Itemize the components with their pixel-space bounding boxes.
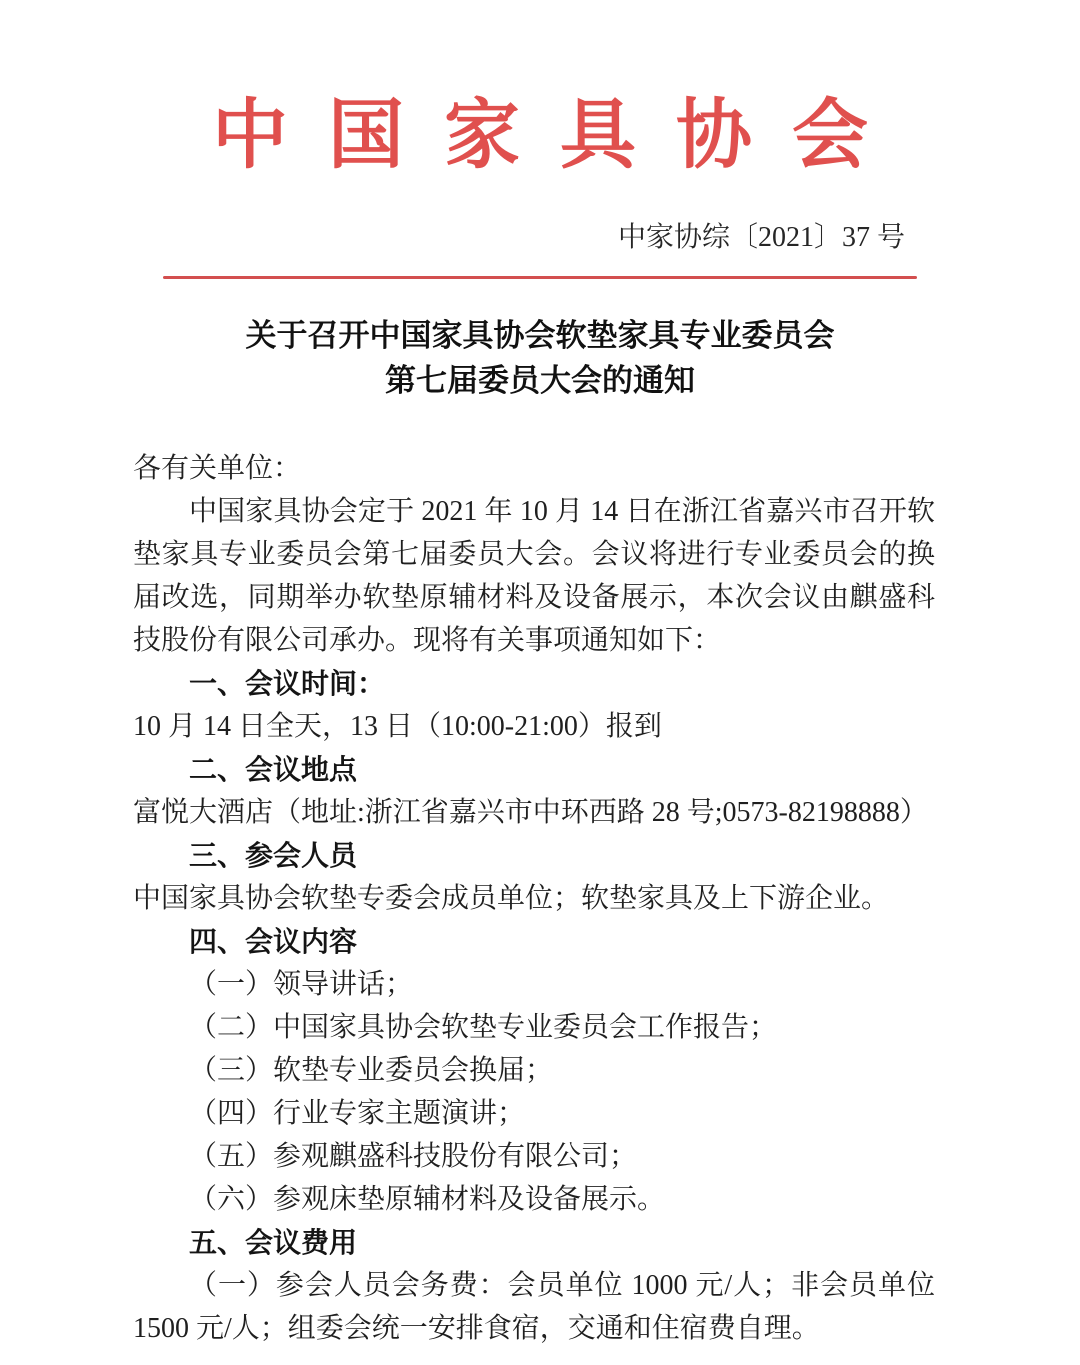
section-item: （一）领导讲话；: [189, 969, 414, 1000]
section-item: （五）参观麒盛科技股份有限公司；: [189, 1141, 638, 1172]
section-heading: 二、会议地点: [189, 754, 358, 785]
header-divider-line: [163, 276, 917, 279]
section-item: （三）软垫专业委员会换届；: [189, 1055, 554, 1086]
section-heading: 一、会议时间：: [189, 668, 386, 699]
org-name-header: 中国家具协会: [212, 94, 908, 178]
notice-title: [0, 313, 1080, 403]
notice-title-line2: 第七届委员大会的通知: [385, 363, 695, 398]
section-heading: 五、会议费用: [189, 1227, 358, 1258]
salutation: 各有关单位：: [133, 453, 302, 484]
section-item: （二）中国家具协会软垫专业委员会工作报告；: [189, 1012, 778, 1043]
doc-number: 中家协综〔2021〕37 号: [617, 222, 905, 253]
notice-body: [0, 447, 1080, 1350]
section-item: （六）参观床垫原辅材料及设备展示。: [189, 1184, 666, 1215]
sections-container: [133, 662, 935, 1350]
intro-paragraph: 中国家具协会定于 2021 年 10 月 14 日在浙江省嘉兴市召开软垫家具专业委员会第七届委员大会。会议将进行专业委员会的换届改选，同期举办软垫原辅材料及设备展示，本次会议由麒盛科技股份有限公司承办。现将有关事项通知如下：: [133, 496, 935, 656]
section-item: 富悦大酒店（地址:浙江省嘉兴市中环西路 28 号;0573-82198888）: [133, 797, 928, 828]
section-item: 中国家具协会软垫专委会成员单位；软垫家具及上下游企业。: [133, 883, 890, 914]
section-item: （一）参会人员会务费：会员单位 1000 元/人；非会员单位 1500 元/人；组委会统一安排食宿，交通和住宿费自理。: [133, 1270, 935, 1344]
section-item: （四）行业专家主题演讲；: [189, 1098, 526, 1129]
section-item: 10 月 14 日全天，13 日（10:00-21:00）报到: [133, 711, 662, 742]
notice-title-line1: 关于召开中国家具协会软垫家具专业委员会: [245, 318, 835, 353]
section-heading: 三、参会人员: [189, 840, 358, 871]
section-heading: 四、会议内容: [189, 926, 358, 957]
